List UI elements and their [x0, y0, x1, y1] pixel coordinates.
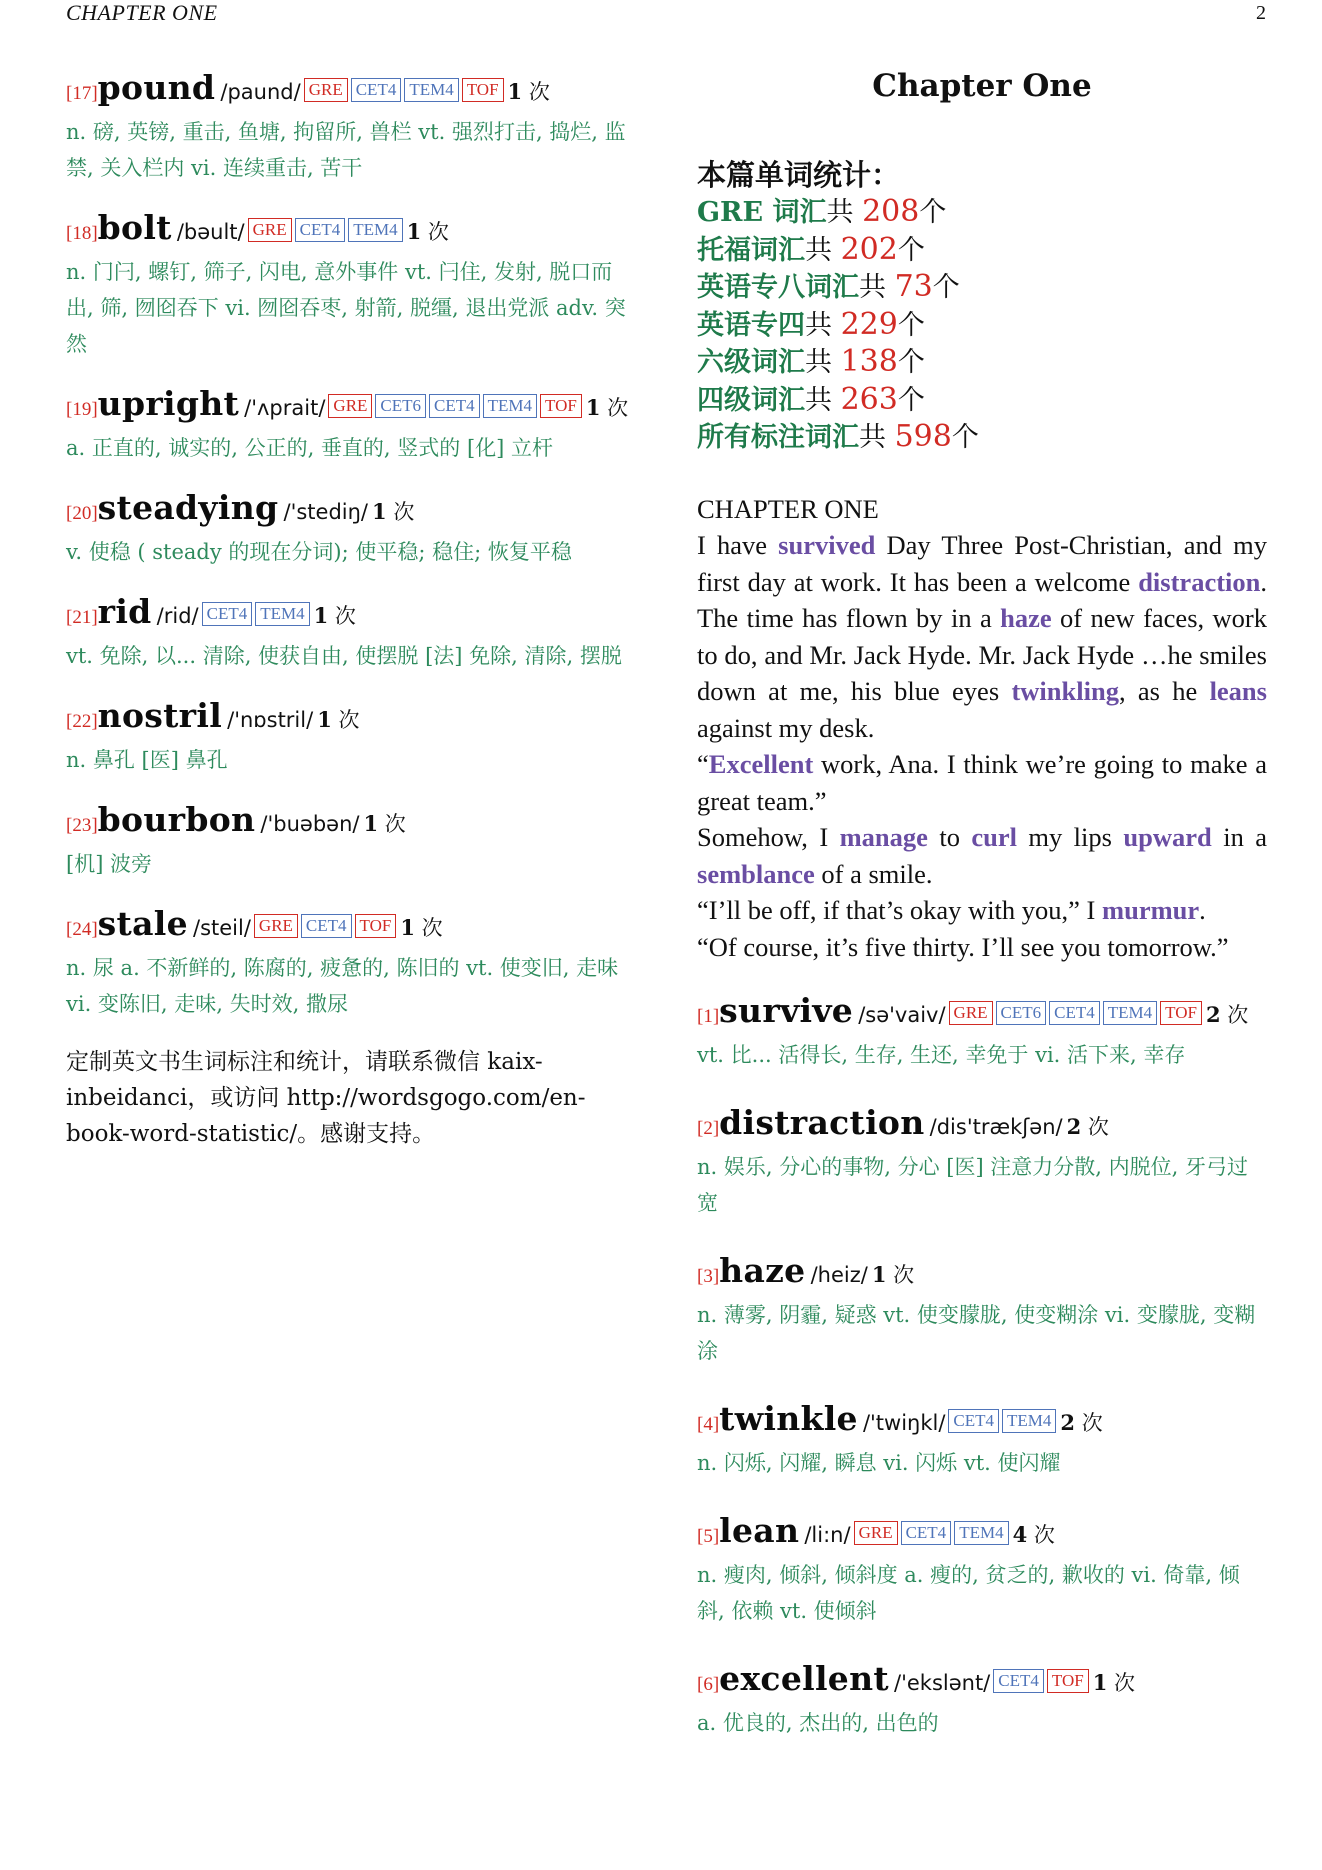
- exam-tag: TOF: [462, 78, 504, 102]
- exam-tag: TEM4: [483, 394, 537, 418]
- entry-index: [5]: [697, 1526, 720, 1547]
- vocab-entry: [697, 1511, 1267, 1629]
- entry-phonetic: /li:n/: [804, 1523, 851, 1547]
- passage-heading: CHAPTER ONE: [697, 493, 879, 524]
- entry-count-unit: 次: [893, 1263, 915, 1287]
- entry-count: [314, 604, 356, 628]
- stat-number: 208: [862, 194, 920, 229]
- entry-count-number: 1: [400, 915, 415, 940]
- entry-count-number: 1: [317, 707, 332, 732]
- entry-count-unit: 次: [384, 812, 406, 836]
- vocab-entry: [66, 800, 636, 882]
- vocab-entry: [697, 991, 1267, 1073]
- entry-word: survive: [719, 991, 854, 1030]
- passage-text: my lips: [1016, 822, 1124, 852]
- highlighted-word: manage: [839, 822, 928, 852]
- passage-text: Day Three Post-Christian, and my first day at work. It has been a welcome: [697, 530, 1267, 597]
- vocab-entry: [697, 1659, 1267, 1741]
- stat-unit: 个: [919, 197, 947, 228]
- exam-tag: CET6: [375, 394, 426, 418]
- entry-word: excellent: [719, 1659, 889, 1698]
- entry-count-number: 1: [1092, 1670, 1108, 1695]
- stat-line: [697, 382, 1267, 420]
- highlighted-word: survived: [778, 530, 876, 560]
- stat-line: [697, 307, 1267, 345]
- entry-count-number: 1: [585, 395, 601, 420]
- entry-definition: n. 磅, 英镑, 重击, 鱼塘, 拘留所, 兽栏 vt. 强烈打击, 捣烂, 监禁, 关入栏内 vi. 连续重击, 苦干: [66, 120, 626, 180]
- entry-count: [317, 708, 359, 732]
- entry-count: [1206, 1003, 1248, 1027]
- passage-paragraph: [697, 892, 1267, 929]
- stat-label: 英语专八词汇: [697, 272, 859, 303]
- entry-count-unit: 次: [1081, 1411, 1103, 1435]
- entry-index: [22]: [66, 711, 98, 732]
- entry-definition: [机] 波旁: [66, 852, 153, 876]
- entry-head: [697, 1103, 1267, 1149]
- footer-note: 定制英文书生词标注和统计，请联系微信 kaix-inbeidanci，或访问 http://wordsgogo.com/en-book-word-statistic/。感谢支持。: [66, 1049, 586, 1147]
- entry-head: [66, 696, 636, 742]
- stat-number: 202: [840, 231, 898, 267]
- entry-count: [508, 80, 550, 104]
- entry-index: [17]: [66, 83, 98, 104]
- passage-body: [697, 527, 1267, 965]
- exam-tag: TEM4: [1103, 1001, 1157, 1025]
- stat-unit: 个: [897, 234, 925, 266]
- exam-tag: TEM4: [954, 1521, 1008, 1545]
- passage-paragraph: [697, 819, 1267, 892]
- entry-count-unit: 次: [421, 916, 443, 940]
- stat-unit: 个: [951, 422, 979, 453]
- entry-word: stale: [97, 904, 188, 943]
- exam-tag: GRE: [248, 218, 292, 242]
- stat-label: 英语专四: [697, 309, 805, 341]
- exam-tag: TOF: [1047, 1669, 1089, 1693]
- entry-head: [697, 1659, 1267, 1705]
- stat-mid: 共: [826, 197, 863, 228]
- entry-definition: v. 使稳 ( steady 的现在分词); 使平稳; 稳住; 恢复平稳: [66, 540, 572, 564]
- highlighted-word: Excellent: [708, 749, 814, 779]
- entry-definition: n. 娱乐, 分心的事物, 分心 [医] 注意力分散, 内脱位, 牙弓过宽: [697, 1155, 1249, 1215]
- passage-text: in a: [1211, 822, 1267, 852]
- exam-tag: GRE: [304, 78, 348, 102]
- stat-label: GRE 词汇: [697, 197, 827, 228]
- stat-line: [697, 232, 1267, 270]
- entry-count: [872, 1263, 914, 1287]
- vocab-entry: [697, 1399, 1267, 1481]
- passage-text: “I’ll be off, if that’s okay with you,” I: [697, 895, 1103, 925]
- left-column: [66, 68, 636, 1152]
- stat-line: [697, 419, 1267, 457]
- running-header: CHAPTER ONE: [66, 0, 218, 25]
- vocab-entry: [66, 68, 636, 186]
- entry-count: [1093, 1671, 1135, 1695]
- entry-word: bolt: [97, 208, 172, 247]
- passage-text: to: [927, 822, 972, 852]
- entry-head: [66, 800, 636, 846]
- passage-text: . The time has flown by in a: [697, 566, 1267, 633]
- stat-label: 托福词汇: [697, 234, 805, 266]
- entry-count-number: 1: [406, 219, 422, 244]
- entry-definition: a. 优良的, 杰出的, 出色的: [697, 1711, 939, 1735]
- entry-head: [66, 904, 636, 950]
- entry-index: [18]: [66, 223, 98, 244]
- entry-phonetic: /dis'trækʃən/: [929, 1115, 1063, 1139]
- highlighted-word: murmur: [1102, 895, 1200, 925]
- entry-phonetic: /bəult/: [176, 220, 245, 244]
- vocab-entry: [697, 1251, 1267, 1369]
- highlighted-word: leans: [1209, 676, 1267, 706]
- entry-count-unit: 次: [1033, 1523, 1055, 1547]
- highlighted-word: upward: [1123, 822, 1212, 852]
- stat-line: [697, 269, 1267, 307]
- stat-number: 229: [840, 306, 898, 342]
- entry-count: [1067, 1115, 1109, 1139]
- word-stats: [697, 156, 1267, 457]
- vocab-entry: [66, 488, 636, 570]
- entry-definition: n. 瘦肉, 倾斜, 倾斜度 a. 瘦的, 贫乏的, 歉收的 vi. 倚靠, 倾斜, 依赖 vt. 使倾斜: [697, 1563, 1240, 1623]
- vocab-entry: [697, 1103, 1267, 1221]
- entry-count: [363, 812, 405, 836]
- entry-count: [586, 396, 628, 420]
- exam-tag: CET4: [202, 602, 253, 626]
- vocab-entry: [66, 696, 636, 778]
- passage-text: , as he: [1118, 676, 1210, 706]
- entry-count-unit: 次: [607, 396, 629, 420]
- entry-phonetic: /heiz/: [810, 1263, 868, 1287]
- vocab-entry: [66, 592, 636, 674]
- stat-mid: 共: [859, 272, 895, 303]
- exam-tag: TEM4: [404, 78, 458, 102]
- exam-tag: CET4: [301, 914, 352, 938]
- stat-label: 四级词汇: [697, 384, 805, 416]
- entry-definition: vt. 比... 活得长, 生存, 生还, 幸免于 vi. 活下来, 幸存: [697, 1043, 1186, 1067]
- entry-index: [2]: [697, 1118, 720, 1139]
- entry-count-unit: 次: [1087, 1115, 1109, 1139]
- entry-word: haze: [719, 1251, 806, 1290]
- passage-text: Somehow, I: [697, 822, 840, 852]
- passage-text: “Of course, it’s five thirty. I’ll see you tomorrow.”: [697, 931, 1229, 962]
- exam-tag: TOF: [1160, 1001, 1202, 1025]
- stat-line: [697, 194, 1267, 232]
- left-entry-list: [66, 68, 636, 1022]
- passage-text: against my desk.: [697, 712, 875, 743]
- stat-line: [697, 344, 1267, 382]
- stat-number: 138: [840, 344, 898, 379]
- passage-paragraph: [697, 746, 1267, 819]
- entry-index: [24]: [66, 919, 98, 940]
- entry-head: [66, 488, 636, 534]
- passage: [697, 491, 1267, 966]
- exam-tag: GRE: [254, 914, 298, 938]
- passage-text: of new faces, work to do, and Mr. Jack Hyde. Mr. Jack Hyde …he smiles down at me, his blue eyes: [697, 603, 1267, 706]
- entry-phonetic: /'ekslənt/: [894, 1671, 991, 1695]
- entry-count-unit: 次: [393, 500, 415, 524]
- exam-tag: CET4: [993, 1669, 1044, 1693]
- chapter-title: Chapter One: [872, 68, 1092, 104]
- stats-title: 本篇单词统计：: [697, 158, 901, 192]
- stat-mid: 共: [859, 422, 895, 453]
- stat-label: 所有标注词汇: [697, 422, 859, 453]
- exam-tag: CET4: [351, 78, 402, 102]
- entry-count-unit: 次: [1227, 1003, 1249, 1027]
- entry-index: [6]: [697, 1674, 720, 1695]
- entry-head: [697, 991, 1267, 1037]
- entry-phonetic: /steil/: [193, 916, 251, 940]
- exam-tag: CET4: [1049, 1001, 1100, 1025]
- entry-definition: n. 鼻孔 [医] 鼻孔: [66, 748, 228, 772]
- page-number: 2: [1256, 2, 1266, 24]
- stat-number: 73: [894, 269, 933, 304]
- entry-count: [400, 916, 442, 940]
- stat-unit: 个: [897, 384, 925, 416]
- highlighted-word: twinkling: [1011, 676, 1119, 706]
- entry-index: [21]: [66, 607, 98, 628]
- entry-count-number: 1: [372, 499, 387, 524]
- exam-tag: TEM4: [348, 218, 402, 242]
- entry-word: upright: [97, 384, 240, 423]
- entry-word: distraction: [719, 1103, 925, 1142]
- entry-count: [1013, 1523, 1055, 1547]
- stat-number: 263: [840, 381, 898, 417]
- passage-paragraph: [697, 929, 1267, 966]
- entry-word: pound: [97, 68, 216, 107]
- entry-count: [1060, 1411, 1102, 1435]
- entry-count-unit: 次: [427, 220, 449, 244]
- stat-unit: 个: [897, 309, 925, 341]
- entry-phonetic: /'twiŋkl/: [862, 1411, 946, 1435]
- entry-phonetic: /sə'vaiv/: [858, 1003, 946, 1027]
- entry-word: bourbon: [97, 800, 256, 839]
- entry-count-unit: 次: [1114, 1671, 1135, 1695]
- entry-count-number: 1: [871, 1262, 887, 1287]
- entry-index: [4]: [697, 1414, 720, 1435]
- entry-phonetic: /'buəbən/: [260, 812, 360, 836]
- entry-count-number: 4: [1012, 1522, 1028, 1547]
- entry-phonetic: /'ʌprait/: [244, 396, 326, 420]
- stat-mid: 共: [805, 309, 841, 341]
- exam-tag: CET6: [996, 1001, 1047, 1025]
- entry-phonetic: /'stediŋ/: [283, 500, 369, 524]
- highlighted-word: curl: [971, 822, 1017, 852]
- entry-head: [66, 208, 636, 254]
- exam-tag: CET4: [901, 1521, 952, 1545]
- highlighted-word: distraction: [1138, 566, 1261, 597]
- entry-definition: n. 薄雾, 阴霾, 疑惑 vt. 使变朦胧, 使变糊涂 vi. 变朦胧, 变糊涂: [697, 1303, 1256, 1363]
- entry-definition: n. 门闩, 螺钉, 筛子, 闪电, 意外事件 vt. 闩住, 发射, 脱口而出, 筛, 囫囵吞下 vi. 囫囵吞枣, 射箭, 脱缰, 退出党派 adv. 突然: [66, 260, 626, 356]
- passage-text: .: [1199, 895, 1206, 925]
- entry-head: [66, 592, 636, 638]
- entry-index: [1]: [697, 1006, 720, 1027]
- entry-index: [23]: [66, 815, 98, 836]
- exam-tag: GRE: [949, 1001, 993, 1025]
- entry-count-unit: 次: [528, 80, 550, 104]
- entry-head: [697, 1251, 1267, 1297]
- entry-word: steadying: [97, 488, 279, 527]
- vocab-entry: [66, 904, 636, 1022]
- stat-mid: 共: [805, 347, 841, 378]
- vocab-entry: [66, 208, 636, 362]
- entry-count-number: 2: [1066, 1114, 1082, 1139]
- stat-number: 598: [894, 419, 952, 454]
- passage-text: I have: [697, 530, 779, 560]
- stat-lines: [697, 194, 1267, 457]
- passage-text: work, Ana. I think we’re going to make a great team.”: [697, 749, 1267, 816]
- stat-mid: 共: [805, 384, 841, 416]
- entry-index: [20]: [66, 503, 98, 524]
- exam-tag: GRE: [328, 394, 372, 418]
- entry-phonetic: /rid/: [156, 604, 199, 628]
- entry-phonetic: /paund/: [220, 80, 301, 104]
- exam-tag: GRE: [854, 1521, 898, 1545]
- passage-text: of a smile.: [814, 858, 933, 889]
- entry-head: [697, 1511, 1267, 1557]
- entry-count: [407, 220, 449, 244]
- entry-word: nostril: [97, 696, 223, 735]
- exam-tag: TOF: [540, 394, 582, 418]
- entry-count-unit: 次: [338, 708, 360, 732]
- entry-head: [66, 68, 636, 114]
- entry-count-number: 2: [1205, 1002, 1221, 1027]
- right-column: [697, 68, 1267, 1771]
- entry-index: [19]: [66, 399, 98, 420]
- entry-definition: a. 正直的, 诚实的, 公正的, 垂直的, 竖式的 [化] 立杆: [66, 436, 554, 460]
- exam-tag: TEM4: [1002, 1409, 1056, 1433]
- right-entry-list: [697, 991, 1267, 1741]
- entry-count: [372, 500, 414, 524]
- highlighted-word: semblance: [697, 858, 815, 889]
- entry-count-number: 1: [313, 603, 329, 628]
- entry-definition: n. 尿 a. 不新鲜的, 陈腐的, 疲惫的, 陈旧的 vt. 使变旧, 走味 vi. 变陈旧, 走味, 失时效, 撒尿: [66, 956, 619, 1016]
- entry-count-number: 2: [1060, 1410, 1076, 1435]
- exam-tag: TEM4: [255, 602, 309, 626]
- exam-tag: CET4: [948, 1409, 999, 1433]
- entry-count-number: 1: [363, 811, 379, 836]
- entry-phonetic: /'nɒstril/: [227, 708, 314, 732]
- stat-mid: 共: [805, 234, 841, 266]
- exam-tag: CET4: [429, 394, 480, 418]
- passage-text: “: [697, 749, 709, 779]
- entry-definition: vt. 免除, 以... 清除, 使获自由, 使摆脱 [法] 免除, 清除, 摆脱: [66, 644, 622, 668]
- entry-index: [3]: [697, 1266, 720, 1287]
- entry-head: [66, 384, 636, 430]
- exam-tag: CET4: [295, 218, 346, 242]
- entry-word: lean: [719, 1511, 800, 1550]
- stat-unit: 个: [932, 272, 960, 303]
- passage-paragraph: [697, 527, 1267, 746]
- entry-count-unit: 次: [334, 604, 356, 628]
- entry-definition: n. 闪烁, 闪耀, 瞬息 vi. 闪烁 vt. 使闪耀: [697, 1451, 1061, 1475]
- highlighted-word: haze: [1000, 603, 1052, 633]
- stat-label: 六级词汇: [697, 347, 805, 378]
- stat-unit: 个: [897, 347, 925, 378]
- entry-word: twinkle: [719, 1399, 858, 1438]
- vocab-entry: [66, 384, 636, 466]
- exam-tag: TOF: [355, 914, 397, 938]
- entry-count-number: 1: [507, 79, 523, 104]
- entry-word: rid: [97, 592, 152, 631]
- entry-head: [697, 1399, 1267, 1445]
